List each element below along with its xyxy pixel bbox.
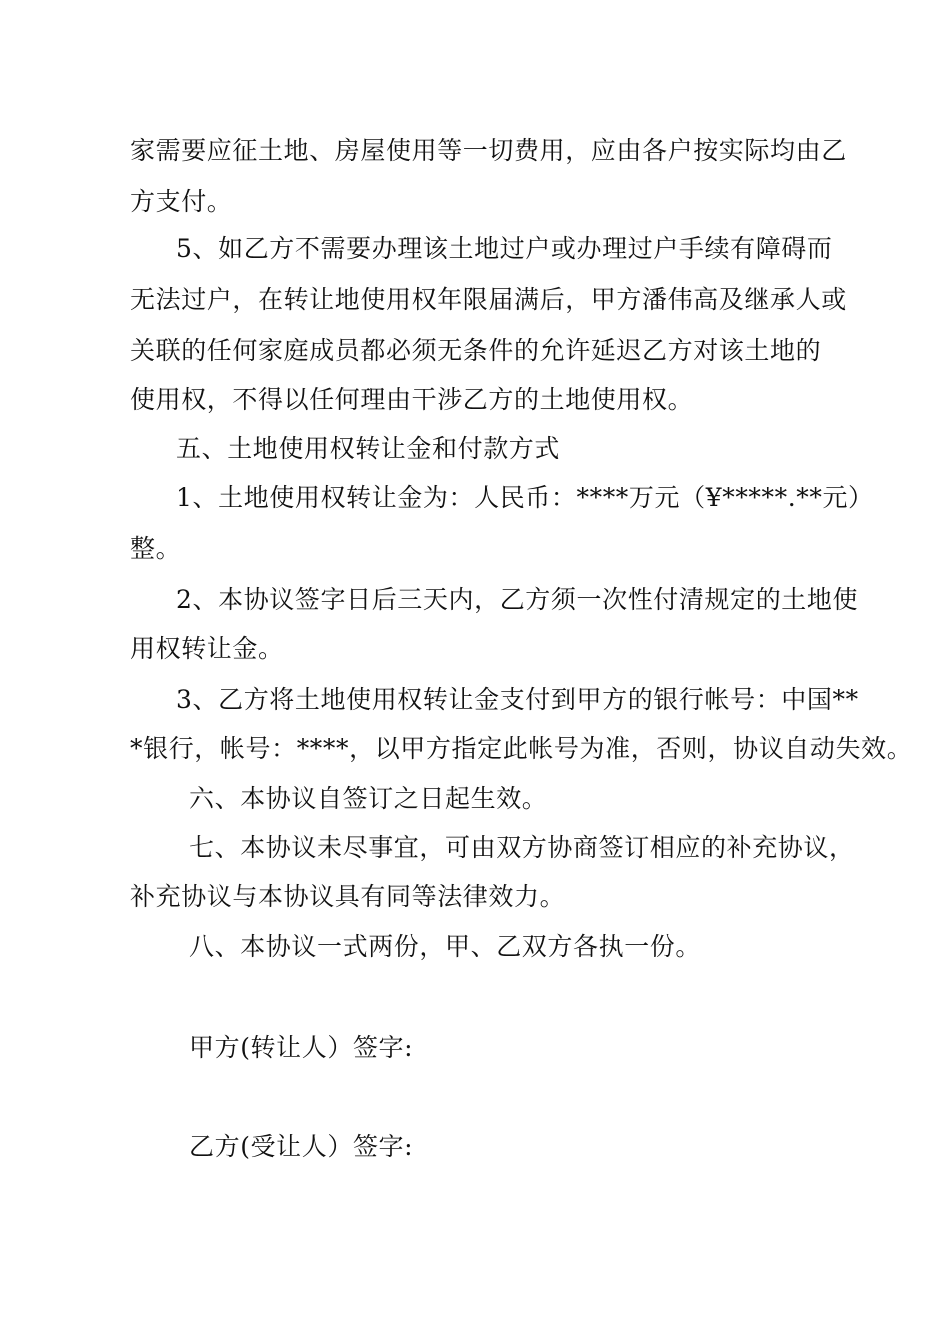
- clause-1-line: 1、土地使用权转让金为：人民币：****万元（¥*****.**元）: [176, 483, 874, 512]
- paragraph-line: 关联的任何家庭成员都必须无条件的允许延迟乙方对该土地的: [130, 336, 822, 365]
- paragraph-line: 方支付。: [130, 187, 233, 216]
- clause-3-line: 3、乙方将土地使用权转让金支付到甲方的银行帐号：中国**: [176, 685, 859, 714]
- paragraph-line: 使用权，不得以任何理由干涉乙方的土地使用权。: [130, 385, 694, 414]
- paragraph-line: 家需要应征土地、房屋使用等一切费用，应由各户按实际均由乙: [130, 136, 847, 165]
- clause-5-line: 5、如乙方不需要办理该土地过户或办理过户手续有障碍而: [176, 234, 833, 263]
- clause-2-line: 2、本协议签字日后三天内，乙方须一次性付清规定的土地使: [176, 585, 859, 614]
- paragraph-line: 整。: [130, 534, 182, 563]
- paragraph-line: 无法过户，在转让地使用权年限届满后，甲方潘伟高及继承人或: [130, 285, 847, 314]
- section-heading-8: 八、本协议一式两份，甲、乙双方各执一份。: [189, 932, 702, 961]
- section-heading-6: 六、本协议自签订之日起生效。: [189, 784, 548, 813]
- section-heading-5: 五、土地使用权转让金和付款方式: [176, 434, 561, 463]
- party-a-signature-label: 甲方(转让人）签字:: [189, 1033, 414, 1062]
- section-heading-7: 七、本协议未尽事宜，可由双方协商签订相应的补充协议，: [189, 833, 855, 862]
- paragraph-line: 用权转让金。: [130, 634, 284, 663]
- paragraph-line: 补充协议与本协议具有同等法律效力。: [130, 882, 566, 911]
- party-b-signature-label: 乙方(受让人）签字:: [189, 1132, 414, 1161]
- paragraph-line: *银行，帐号：****，以甲方指定此帐号为准，否则，协议自动失效。: [130, 734, 913, 763]
